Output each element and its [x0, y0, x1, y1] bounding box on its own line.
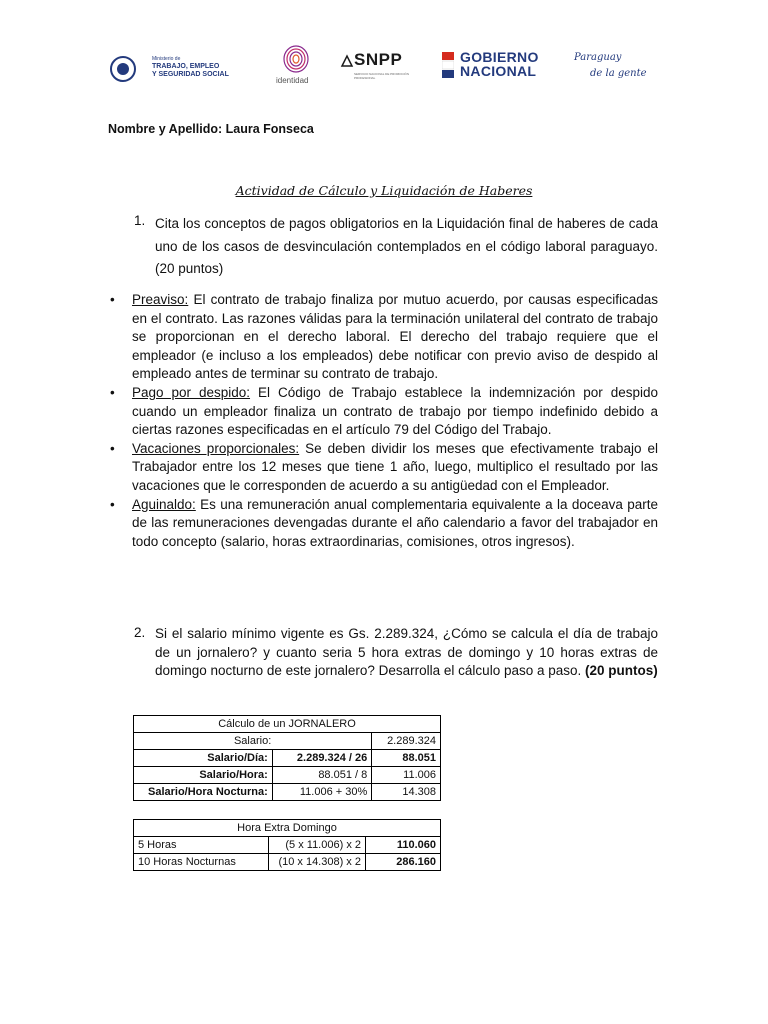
- mtess-line-2: TRABAJO, EMPLEO: [152, 63, 220, 70]
- table-header-row: [134, 820, 441, 837]
- identidad-logo: [276, 44, 318, 88]
- gobierno-nacional-logo: [442, 50, 566, 84]
- bullet-text: Es una remuneración anual complementaria equivalente a la doceava parte de las remuneraciones devengadas durante el año calendario a favor del trabajador en todo concepto (salario, horas extraordinarias, comisiones, otros ingresos).: [132, 496, 658, 549]
- table-row: [134, 837, 441, 854]
- student-name: Laura Fonseca: [225, 122, 314, 136]
- table-row: [134, 750, 441, 767]
- mtess-logo: [108, 52, 248, 84]
- row-value: 286.160: [366, 854, 441, 871]
- row-value: 11.006: [372, 767, 441, 784]
- flag-mark-icon: [442, 52, 454, 78]
- bullet-term: Preaviso:: [132, 292, 189, 307]
- table-row: [134, 733, 441, 750]
- paraguay-de-la-gente-logo: [574, 50, 648, 86]
- list-item: [108, 496, 658, 552]
- row-label: Salario/Hora:: [134, 767, 273, 784]
- row-label: 5 Horas: [134, 837, 269, 854]
- snpp-text: SNPP: [354, 50, 403, 69]
- bullet-icon: •: [110, 496, 115, 512]
- list-item: [108, 291, 658, 384]
- pg-line-2: de la gente: [590, 68, 647, 79]
- mtess-line-1: Ministerio de: [152, 56, 181, 62]
- jornalero-table: [133, 715, 441, 801]
- table-row: [134, 784, 441, 801]
- header-logos: [108, 44, 668, 92]
- row-formula: (5 x 11.006) x 2: [269, 837, 366, 854]
- question-2-text: [155, 625, 658, 681]
- concepts-list: [108, 291, 658, 551]
- question-1-number: 1.: [134, 213, 146, 228]
- hora-extra-table-title: Hora Extra Domingo: [134, 820, 441, 837]
- gobierno-text: [460, 50, 539, 78]
- student-name-line: [108, 122, 314, 136]
- table-row: [134, 854, 441, 871]
- list-item: [108, 384, 658, 440]
- bullet-icon: •: [110, 292, 115, 307]
- table-header-row: [134, 716, 441, 733]
- row-label: Salario/Hora Nocturna:: [134, 784, 273, 801]
- row-label: 10 Horas Nocturnas: [134, 854, 269, 871]
- bullet-icon: •: [110, 384, 115, 400]
- bullet-term: Aguinaldo:: [132, 496, 196, 512]
- row-formula: (10 x 14.308) x 2: [269, 854, 366, 871]
- row-label: Salario:: [134, 733, 372, 750]
- question-2-body: Si el salario mínimo vigente es Gs. 2.289.324, ¿Cómo se calcula el día de trabajo de un jornalero? y cuanto seria 5 hora extras de domingo y 10 horas extras de domingo nocturno de este jornalero? Desarrolla el cálculo paso a paso.: [155, 626, 658, 678]
- row-value: 110.060: [366, 837, 441, 854]
- coat-of-arms-icon: [110, 56, 136, 82]
- table-row: [134, 767, 441, 784]
- bullet-term: Pago por despido:: [132, 384, 251, 400]
- mtess-line-3: Y SEGURIDAD SOCIAL: [152, 71, 229, 78]
- bullet-text: Se deben dividir los meses que efectivamente trabajo el Trabajador entre los 12 meses que tiene 1 año, luego, multiplico el resultado por las vacaciones que le corresponden de acuerdo a su antigüedad con el Empleador.: [132, 440, 658, 493]
- fingerprint-icon: [282, 44, 310, 74]
- pg-line-1: Paraguay: [574, 52, 622, 63]
- gobierno-line-2: NACIONAL: [460, 63, 537, 79]
- row-label: Salario/Día:: [134, 750, 273, 767]
- list-item: [108, 440, 658, 496]
- question-2-number: 2.: [134, 625, 146, 640]
- row-value: 14.308: [372, 784, 441, 801]
- question-2-points: (20 puntos): [585, 663, 658, 678]
- row-formula: 88.051 / 8: [272, 767, 371, 784]
- student-label: Nombre y Apellido:: [108, 122, 223, 136]
- gobierno-line-1: GOBIERNO: [460, 49, 539, 65]
- snpp-mark-icon: [340, 54, 354, 68]
- hora-extra-table: [133, 819, 441, 871]
- bullet-term: Vacaciones proporcionales:: [132, 440, 300, 456]
- snpp-logo: [340, 50, 428, 84]
- jornalero-table-title: Cálculo de un JORNALERO: [134, 716, 441, 733]
- row-formula: 2.289.324 / 26: [272, 750, 371, 767]
- document-title: Actividad de Cálculo y Liquidación de Haberes: [235, 183, 533, 198]
- row-value: 2.289.324: [372, 733, 441, 750]
- snpp-subtext: SERVICIO NACIONAL DE PROMOCIÓN PROFESIONAL: [354, 72, 410, 80]
- question-1-text: Cita los conceptos de pagos obligatorios en la Liquidación final de haberes de cada uno de los casos de desvinculación contemplados en el código laboral paraguayo. (20 puntos): [155, 216, 658, 276]
- bullet-icon: •: [110, 440, 115, 456]
- row-value: 88.051: [372, 750, 441, 767]
- row-formula: 11.006 + 30%: [272, 784, 371, 801]
- identidad-text: identidad: [276, 76, 309, 85]
- bullet-text: El contrato de trabajo finaliza por mutuo acuerdo, por causas especificadas en el contrato. Las razones válidas para la terminación unilateral del contrato de trabajo se proporcionan en el derecho laboral. El derecho del trabajo requiere que el empleador (e incluso a los empleados) debe notificar con previo aviso de despido al empleado antes de terminar su contrato de trabajo.: [132, 292, 658, 382]
- bullet-text: El Código de Trabajo establece la indemnización por despido cuando un empleador finaliza un contrato de trabajo por tiempo indefinido debido a ciertas razones especificadas en el artículo 79 del Código del Trabajo.: [132, 384, 658, 438]
